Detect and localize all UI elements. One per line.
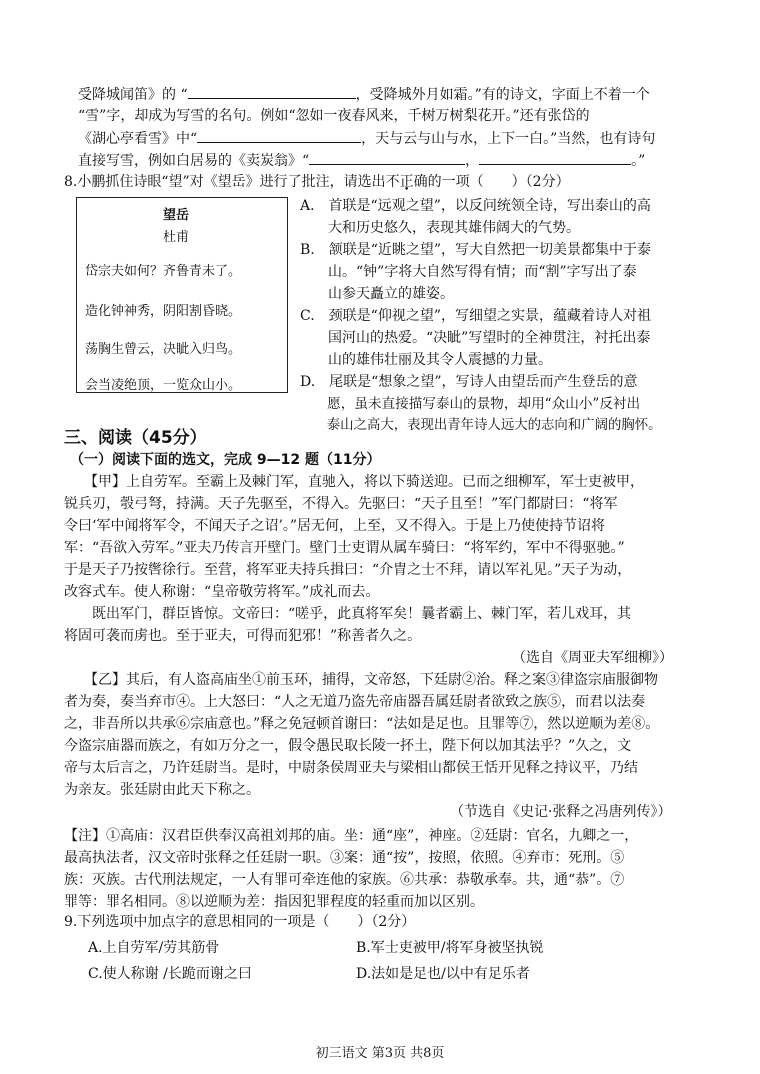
note-line: 【注】①高庙：汉君臣供奉汉高祖刘邦的庙。坐：通“座”，神座。②廷尉：官名，九卿之一， xyxy=(64,828,639,844)
option-line: 大和历史悠久，表现其雄伟阔大的气势。 xyxy=(300,220,580,236)
text-seg: 。” xyxy=(631,153,646,169)
page-footer: 初三语文 第3页 共8页 xyxy=(315,1046,445,1061)
option-line: 山。“钟”字将大自然写得有情；而“割”字写出了泰 xyxy=(300,264,637,280)
poem-author: 杜甫 xyxy=(163,230,190,245)
section-title: 三、阅读（45分） xyxy=(64,428,207,448)
option-line: 泰山之高大，表现出青年诗人远大的志向和广阔的胸怀。 xyxy=(300,418,662,433)
answer-blank[interactable] xyxy=(188,84,356,99)
yi-line: 今盗宗庙器而族之，有如万分之一，假令愚民取长陵一抔土，陛下何以加其法乎？”久之，文 xyxy=(64,738,632,754)
text-line: “雪”字，却成为写雪的名句。例如“忽如一夜春风来，千树万树梨花开。”还有张岱的 xyxy=(78,108,590,124)
option-line: A. 首联是“远观之望”，以反问统领全诗，写出泰山的高 xyxy=(300,198,651,214)
poem-line: 荡胸生曾云，决眦入归鸟。 xyxy=(85,342,242,357)
jia-line: 军：“吾欲入劳军。”亚夫乃传言开壁门。壁门士吏谓从属车骑曰：“将军约，军中不得驱驰。” xyxy=(64,540,625,556)
stem-text: 8.小鹏抓住诗眼“望”对《望岳》进行了批注，请选出 xyxy=(64,174,386,190)
subsection-title: （一）阅读下面的选文，完成 9—12 题（11分） xyxy=(70,452,381,468)
option-line: 国河山的热爱。“决眦”写望时的全神贯注，衬托出泰 xyxy=(300,330,651,346)
answer-blank[interactable] xyxy=(197,128,361,143)
dotted-text: 不正确 xyxy=(385,174,428,190)
answer-blank[interactable] xyxy=(479,150,631,165)
yi-line: 者为奏，奏当弃市④。上大怒曰：“人之无道乃盗先帝庙器吾属廷尉者欲致之族⑤，而君以法奏 xyxy=(64,694,646,710)
jia-line: 令曰‘军中闻将军令，不闻天子之诏’。”居无何，上至，又不得入。于是上乃使使持节诏将 xyxy=(64,518,606,534)
jia-line: 锐兵刃，彀弓弩，持满。天子先驱至，不得入。先驱曰：“天子且至！”军门都尉曰：“将军 xyxy=(64,496,618,512)
poem-box xyxy=(76,197,288,393)
jia-line: 既出军门，群臣皆惊。文帝曰：“嗟乎，此真将军矣！曩者霸上、棘门军，若儿戏耳，其 xyxy=(64,606,632,622)
question-9-stem: 9.下列选项中加点字的意思相同的一项是（ ）（2分） xyxy=(64,914,416,930)
option-line: 山的雄伟壮丽及其令人震撼的力量。 xyxy=(300,352,552,368)
text-line xyxy=(78,84,650,105)
stem-text: 的一项（ ）（2分） xyxy=(427,174,570,190)
text-line xyxy=(78,150,645,171)
question-8-stem xyxy=(64,172,570,192)
text-seg: 直接写雪，例如白居易的《卖炭翁》“ xyxy=(78,153,310,169)
text-line xyxy=(78,128,655,149)
option-a: A.上自劳军/劳其筋骨 xyxy=(88,940,220,956)
option-line: 愿，虽未直接描写泰山的景物，却用“众山小”反衬出 xyxy=(300,396,641,412)
yi-line: 帝与太后言之，乃许廷尉当。是时，中尉条侯周亚夫与梁相山都侯王恬开见释之持议平，乃结 xyxy=(64,760,638,776)
poem-line: 会当凌绝顶，一览众山小。 xyxy=(85,378,242,393)
poem-line: 岱宗夫如何？齐鲁青未了。 xyxy=(85,264,242,279)
note-line: 最高执法者，汉文帝时张释之任廷尉一职。③案：通“按”，按照，依照。④弃市：死刑。⑤ xyxy=(64,850,625,866)
option-d: D.法如是足也/以中有足乐者 xyxy=(356,966,530,982)
poem-line: 造化钟神秀，阴阳割昏晓。 xyxy=(85,304,242,319)
text-seg: 受降城闻笛》的 “ xyxy=(78,87,188,103)
option-line: B. 颔联是“近眺之望”，写大自然把一切美景都集中于泰 xyxy=(300,242,652,258)
source-citation: （节选自《史记·张释之冯唐列传》） xyxy=(450,804,672,820)
source-citation: （选自《周亚夫军细柳》） xyxy=(512,650,673,666)
jia-line: 【甲】上自劳军。至霸上及棘门军，直驰入，将以下骑送迎。已而之细柳军，军士吏被甲， xyxy=(84,474,644,490)
option-line: C. 颈联是“仰视之望”，写细望之实景，蕴藏着诗人对祖 xyxy=(300,308,651,324)
jia-line: 于是天子乃按辔徐行。至营，将军亚夫持兵揖曰：“介胄之士不拜，请以军礼见。”天子为动， xyxy=(64,562,632,578)
text-seg: ， xyxy=(465,153,480,169)
text-seg: ，受降城外月如霜。”有的诗文，字面上不着一个 xyxy=(355,87,650,103)
jia-line: 将固可袭而虏也。至于亚夫，可得而犯邪！”称善者久之。 xyxy=(64,628,422,644)
option-line: 山参天矗立的雄姿。 xyxy=(300,286,454,302)
answer-blank[interactable] xyxy=(309,150,465,165)
yi-line: 为亲友。张廷尉由此天下称之。 xyxy=(64,782,260,798)
option-c: C.使人称谢 /长跪而谢之曰 xyxy=(88,966,252,982)
text-seg: 《湖心亭看雪》中“ xyxy=(78,131,198,147)
poem-title: 望岳 xyxy=(163,208,190,223)
note-line: 罪等：罪名相同。⑧以逆顺为差：指因犯罪程度的轻重而加以区别。 xyxy=(64,894,484,910)
yi-line: 之，非吾所以共承⑥宗庙意也。”释之免冠顿首谢曰：“法如是足也。且罪等⑦，然以逆顺为差⑧。 xyxy=(64,716,660,732)
jia-line: 改容式车。使人称谢：“皇帝敬劳将军。”成礼而去。 xyxy=(64,584,380,600)
option-b: B.军士吏被甲/将军身被坚执锐 xyxy=(356,940,544,956)
text-seg: ，天与云与山与水，上下一白。”当然，也有诗句 xyxy=(361,131,656,147)
note-line: 族：灭族。古代刑法规定，一人有罪可牵连他的家族。⑥共承：恭敬承奉。共，通“恭”。⑦ xyxy=(64,872,625,888)
option-line: D. 尾联是“想象之望”，写诗人由望岳而产生登岳的意 xyxy=(300,374,638,390)
yi-line: 【乙】其后，有人盗高庙坐①前玉环，捕得，文帝怒，下廷尉②治。释之案③律盗宗庙服御物 xyxy=(84,672,658,688)
